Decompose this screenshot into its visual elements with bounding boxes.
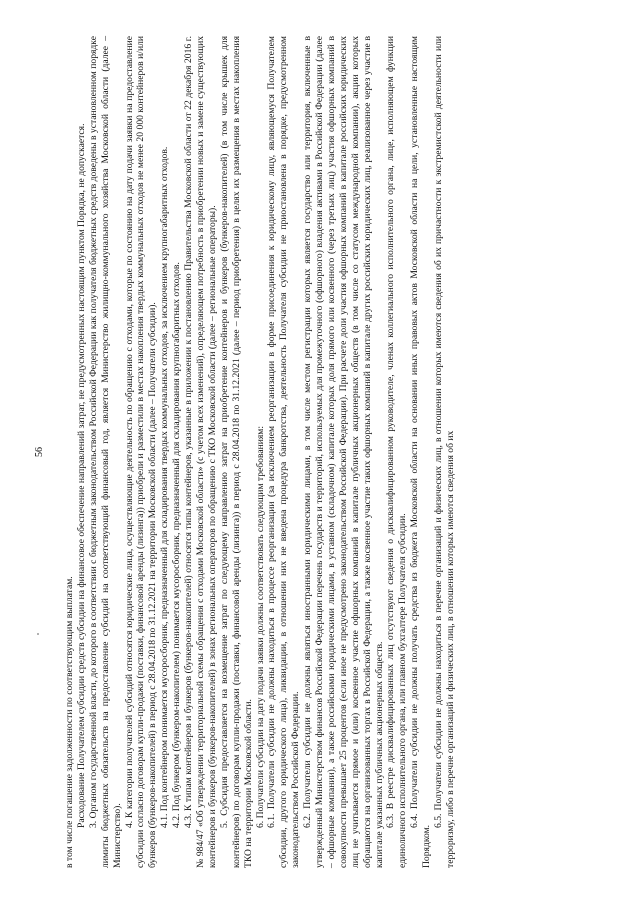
paragraph: 6.4. Получатели субсидии не должны получать средства из бюджета Московской области на основании иных правовых актов Московской области на цели, установленные настоящим Порядком. (409, 36, 433, 868)
paragraph: 5. Субсидия предоставляется на возмещение затрат по следующему направлению затрат на приобретение контейнеров и бункеров (бункеров-накопителей) (в том числе крышек для контейнеров) по договорам купли-продажи (поставки, финансовой аренды (лизинга)) в период с 28.04.2018 по 31.12.2021 (далее – период приобретения) в целях их размещения в местах накопления ТКО на территории Московской области. (218, 36, 254, 868)
paragraph: 4.2. Под бункером (бункером-накопителем) понимается мусоросборник, предназначенный для складирования крупногабаритных отходов. (171, 262, 183, 828)
rotated-page-content (34, 32, 606, 872)
paragraph: 4.3. К типам контейнеров и бункеров (бункеров-накопителей) относятся типы контейнеров, указанные в приложении к постановлению Правительства Московской области от 22 декабря 2016 г. № 984/47 «Об утверждении территориальной схемы обращения с отходами Московской области» (с учетом всех изменений), определяющем потребность в приобретении новых и замене существующих контейнеров и бункеров (бункеров-накопителей) в зонах региональных операторов по обращению с ТКО Московской области (далее – региональные операторы). (183, 36, 218, 868)
paragraph: в том числе погашение задолженности по соответствующим выплатам. (64, 576, 75, 868)
paragraph: 4. К категории получателей субсидий относятся юридические лица, осуществляющие деятельность по обращению с отходами, которые по состоянию на дату подачи заявки на предоставление субсидии согласно договорам купли-продажи (поставки, финансовой аренды (лизинга)) приобрели и разместили в местах накопления твердых коммунальных отходов не менее 20 000 контейнеров и/или бункеров (бункеров-накопителей) в период с 28.04.2018 по 31.12.2021 на территории Московской области (далее – Получатели субсидии). (123, 36, 159, 868)
page-number: 56 (34, 447, 45, 457)
paragraph: 3. Органом государственной власти, до которого в соответствии с бюджетным законодательством Российской Федерации как получателя бюджетных средств доведены в установленном порядке лимиты бюджетных обязательств на предоставление субсидий на соответствующий финансовый год, является Министерство жилищно-коммунального хозяйства Московской области (далее – Министерство). (87, 36, 123, 868)
paragraph: 6.3. В реестре дисквалифицированных лиц отсутствуют сведения о дисквалифицированном руководителе, членах коллегиального исполнительного органа, лице, исполняющем функции единоличного исполнительного органа, или главном бухгалтере Получателя субсидии. (385, 36, 409, 868)
paragraph: 6. Получатели субсидии на дату подачи заявки должны соответствовать следующим требованиям: (254, 425, 266, 828)
paragraph: 6.2. Получатели субсидии не должны являться иностранными юридическими лицами, в том числе местом регистрации которых является государство или территория, включенные в утвержденный Министерством финансов Российской Федерации перечень государств и территорий, используемых для промежуточного (офшорного) владения активами в Российской Федерации (далее – офшорные компании), а также российскими юридическими лицами, в уставном (складочном) капитале которых доля прямого или косвенного (через третьих лиц) участия офшорных компаний в совокупности превышает 25 процентов (если иное не предусмотрено законодательством Российской Федерации). При расчете доли участия офшорных компаний в капитале российских юридических лиц не учитывается прямое и (или) косвенное участие офшорных компаний в капитале публичных акционерных обществ (в том числе со статусом международной компании), акции которых обращаются на организованных торгах в Российской Федерации, а также косвенное участие таких офшорных компаний в капитале других российских юридических лиц, реализованное через участие в капитале указанных публичных акционерных обществ. (302, 36, 385, 868)
paragraph: Расходование Получателем субсидии средств субсидии на финансовое обеспечение направлений затрат, не предусмотренных настоящим пунктом Порядка, не допускается. (75, 123, 87, 828)
document-body (64, 36, 457, 868)
paragraph: 6.1. Получатели субсидии не должны находиться в процессе реорганизации (за исключением реорганизации в форме присоединения к юридическому лицу, являющемуся Получателем субсидии, другого юридического лица), ликвидации, в отношении них не введена процедура банкротства, деятельность Получателя субсидии не приостановлена в порядке, предусмотренном законодательством Российской Федерации. (266, 36, 302, 868)
paragraph: 6.5. Получатели субсидии не должны находиться в перечне организаций и физических лиц, в отношении которых имеются сведения об их причастности к экстремистской деятельности или терроризму, либо в перечне организаций и физических лиц, в отношении которых имеются сведения об их (433, 36, 456, 868)
paragraph: 4.1. Под контейнером понимается мусоросборник, предназначенный для складирования твердых коммунальных отходов, за исключением крупногабаритных отходов. (159, 146, 171, 828)
